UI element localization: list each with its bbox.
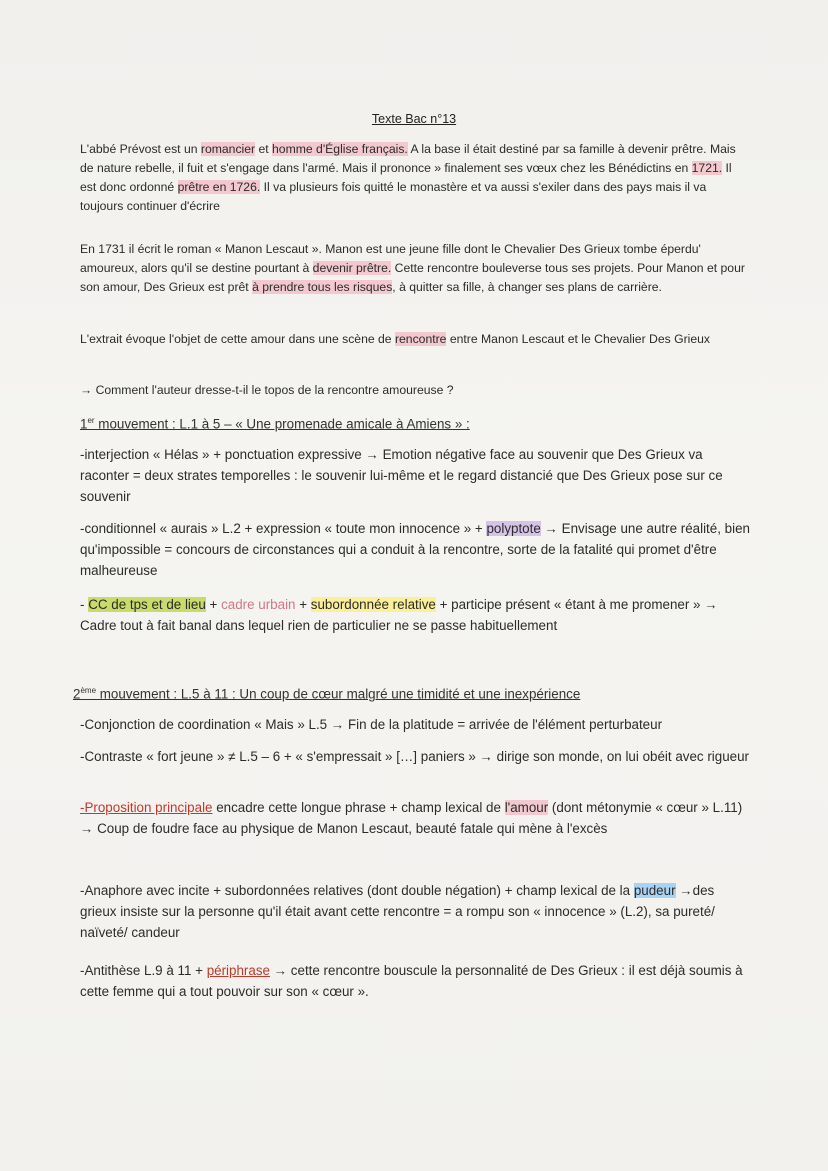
highlight-pudeur: pudeur — [633, 883, 676, 898]
mouvement-1-point-1: -interjection « Hélas » + ponctuation expressive → Emotion négative face au souvenir que Des Grieux va raconter = deux strates temporelles : le souvenir lui-même et le regard distancié que Des Grieux pose sur ce souvenir — [80, 447, 723, 504]
proposition-principale-text: -Proposition principale — [80, 800, 213, 815]
intro-paragraph-1: L'abbé Prévost est un romancier et homme d'Église français. A la base il était destiné par sa famille à devenir prêtre. Mais de nature rebelle, il fuit et s'engage dans l'armé. Mais il prononce » finalement ses vœux chez les Bénédictins en 1721. Il est donc ordonné prêtre en 1726. Il va plusieurs fois quitté le monastère et va aussi s'exiler dans des pays mais il va toujours continuer d'écrire — [80, 142, 736, 213]
highlight-polyptote: polyptote — [486, 521, 541, 536]
mouvement-2-point-4: -Anaphore avec incite + subordonnées relatives (dont double négation) + champ lexical de la pudeur →des grieux insiste sur la personne qu'il était avant cette rencontre = a rompu son « innocence » (L.2), sa pureté/ naïveté/ candeur — [80, 883, 715, 940]
periphrase-text: périphrase — [206, 963, 270, 978]
highlight-devenir-pretre: devenir prêtre. — [312, 261, 392, 275]
highlight-subordonnee-relative: subordonnée relative — [310, 597, 436, 612]
highlight-romancier: romancier — [200, 142, 256, 156]
problematique-question: → Comment l'auteur dresse-t-il le topos de la rencontre amoureuse ? — [80, 383, 454, 397]
highlight-amour: l'amour — [504, 800, 549, 815]
highlight-rencontre: rencontre — [394, 332, 447, 346]
mouvement-2-point-3: -Proposition principale encadre cette longue phrase + champ lexical de l'amour (dont métonymie « cœur » L.11) → Coup de foudre face au physique de Manon Lescaut, beauté fatale qui mène à l'excès — [80, 800, 743, 836]
highlight-1721: 1721. — [691, 161, 723, 175]
page-title: Texte Bac n°13 — [371, 112, 457, 126]
mouvement-2-title: 2ème mouvement : L.5 à 11 : Un coup de cœur malgré une timidité et une inexpérience — [73, 686, 581, 702]
mouvement-1-point-3: - CC de tps et de lieu + cadre urbain + subordonnée relative + participe présent « étant à me promener » → Cadre tout à fait banal dans lequel rien de particulier ne se passe habituellement — [80, 597, 718, 633]
intro-paragraph-2: En 1731 il écrit le roman « Manon Lescaut ». Manon est une jeune fille dont le Chevalier Des Grieux tombe éperdu' amoureux, alors qu'il se destine pourtant à devenir prêtre. Cette rencontre bouleverse tous ses projets. Pour Manon et pour son amour, Des Grieux est prêt à prendre tous les risques, à quitter sa fille, à changer ses plans de carrière. — [80, 242, 745, 294]
mouvement-1-title: 1er mouvement : L.1 à 5 – « Une promenade amicale à Amiens » : — [80, 416, 470, 432]
highlight-prendre-risques: à prendre tous les risques — [252, 280, 393, 294]
mouvement-2-point-2: -Contraste « fort jeune » ≠ L.5 – 6 + « s'empressait » […] paniers » → dirige son monde, on lui obéit avec rigueur — [80, 749, 750, 764]
cadre-urbain-text: cadre urbain — [221, 597, 296, 612]
intro-paragraph-3: L'extrait évoque l'objet de cette amour dans une scène de rencontre entre Manon Lescaut et le Chevalier Des Grieux — [80, 332, 710, 346]
mouvement-2-point-1: -Conjonction de coordination « Mais » L.5 → Fin de la platitude = arrivée de l'élément perturbateur — [80, 717, 663, 732]
highlight-pretre-1726: prêtre en 1726. — [177, 180, 261, 194]
mouvement-2-point-5: -Antithèse L.9 à 11 + périphrase → cette rencontre bouscule la personnalité de Des Grieux : il est déjà soumis à cette femme qui a tout pouvoir sur son « cœur ». — [80, 963, 743, 999]
highlight-homme-eglise: homme d'Église français. — [272, 142, 408, 156]
highlight-cc-tps-lieu: CC de tps et de lieu — [88, 597, 206, 612]
mouvement-1-point-2: -conditionnel « aurais » L.2 + expression « toute mon innocence » + polyptote → Envisage une autre réalité, bien qu'impossible = concours de circonstances qui a conduit à la rencontre, sorte de la fatalité qui promet d'être malheureuse — [80, 521, 750, 578]
